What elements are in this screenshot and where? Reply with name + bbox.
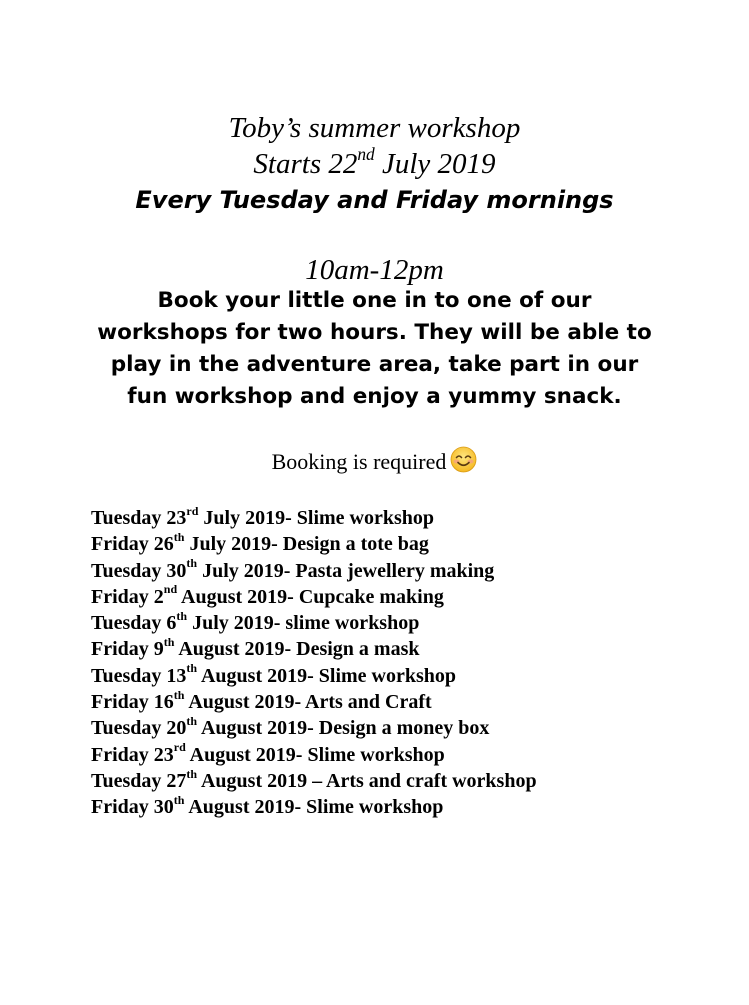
workshop-description: Book your little one in to one of our workshops for two hours. They will be able to play in the adventure area, take part in our fun workshop and enjoy a yummy snack. — [97, 288, 652, 409]
schedule-item: Friday 9th August 2019- Design a mask — [91, 635, 420, 661]
schedule-item: Friday 2nd August 2019- Cupcake making — [91, 582, 444, 608]
schedule-item: Tuesday 20th August 2019- Design a money box — [91, 713, 490, 740]
schedule-item: Tuesday 27th August 2019 – Arts and craft workshop — [91, 766, 537, 792]
session-time: 10am-12pm — [305, 254, 444, 286]
flyer-title: Toby’s summer workshop — [228, 112, 521, 144]
schedule-item: Friday 30th August 2019- Slime workshop — [91, 792, 444, 819]
session-days: Every Tuesday and Friday mornings — [135, 186, 614, 214]
schedule-item: Friday 23rd August 2019- Slime workshop — [91, 740, 445, 766]
booking-notice — [0, 446, 749, 481]
schedule-item: Tuesday 23rd July 2019- Slime workshop — [91, 503, 435, 529]
start-date-suffix: July 2019 — [374, 148, 496, 180]
start-date-ordinal: nd — [357, 143, 375, 164]
schedule-item: Tuesday 30th July 2019- Pasta jewellery making — [91, 556, 495, 582]
start-date-prefix: Starts 22 — [253, 148, 358, 180]
schedule-item: Friday 26th July 2019- Design a tote bag — [91, 529, 429, 556]
schedule-item: Friday 16th August 2019- Arts and Craft — [91, 687, 432, 714]
start-date — [0, 143, 749, 182]
booking-text: Booking is required — [271, 449, 447, 474]
smiling-face-icon — [450, 446, 477, 481]
workshop-schedule — [91, 505, 711, 821]
session-time-block — [0, 252, 749, 288]
flyer-header — [0, 110, 749, 218]
schedule-item: Tuesday 13th August 2019- Slime workshop — [91, 661, 457, 687]
schedule-item: Tuesday 6th July 2019- slime workshop — [91, 608, 420, 635]
